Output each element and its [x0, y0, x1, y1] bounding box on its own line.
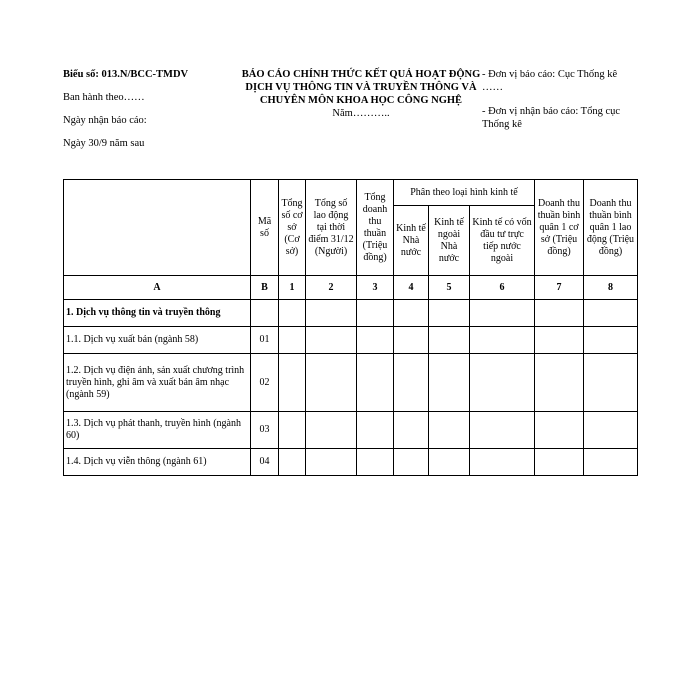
row-label: 1.1. Dịch vụ xuất bản (ngành 58) — [64, 327, 251, 354]
data-cell — [357, 327, 394, 354]
report-title — [232, 68, 490, 120]
column-letter: 1 — [279, 276, 306, 300]
header-code: Mã số — [251, 180, 279, 276]
data-cell — [394, 354, 429, 412]
data-cell — [584, 354, 638, 412]
header-avg-revenue-establishment: Doanh thu thuần bình quân 1 cơ sở (Triệu đồng) — [535, 180, 584, 276]
column-letter: 6 — [470, 276, 535, 300]
row-code — [251, 300, 279, 327]
data-cell — [584, 300, 638, 327]
data-cell — [429, 449, 470, 476]
issued-by: Ban hành theo…… — [63, 92, 145, 103]
data-cell — [306, 327, 357, 354]
table-header-row-1 — [64, 180, 638, 206]
reporting-unit-label: - Đơn vị báo cáo: Cục Thống kê — [482, 69, 618, 80]
header-left — [63, 68, 243, 150]
column-letter: A — [64, 276, 251, 300]
receiving-unit-value: Thống kê — [482, 119, 522, 130]
header-right — [482, 68, 632, 131]
data-cell — [394, 327, 429, 354]
data-cell — [279, 327, 306, 354]
data-cell — [306, 354, 357, 412]
data-cell — [470, 327, 535, 354]
column-letter: 3 — [357, 276, 394, 300]
data-cell — [470, 412, 535, 449]
reporting-unit-value: …… — [482, 82, 503, 93]
data-cell — [470, 354, 535, 412]
data-cell — [394, 449, 429, 476]
data-cell — [470, 300, 535, 327]
data-cell — [357, 300, 394, 327]
data-cell — [429, 412, 470, 449]
row-code: 01 — [251, 327, 279, 354]
data-cell — [584, 412, 638, 449]
data-cell — [470, 449, 535, 476]
header-by-economic-type: Phân theo loại hình kinh tế — [394, 180, 535, 206]
data-cell — [357, 449, 394, 476]
data-cell — [584, 449, 638, 476]
row-code: 04 — [251, 449, 279, 476]
data-cell — [535, 327, 584, 354]
data-cell — [429, 354, 470, 412]
data-cell — [279, 354, 306, 412]
column-letter: 4 — [394, 276, 429, 300]
data-cell — [306, 449, 357, 476]
table-row — [64, 327, 638, 354]
title-line-2: DỊCH VỤ THÔNG TIN VÀ TRUYỀN THÔNG VÀ — [245, 82, 477, 93]
header-establishments: Tổng số cơ sở (Cơ sở) — [279, 180, 306, 276]
data-cell — [279, 412, 306, 449]
header-revenue: Tổng doanh thu thuần (Triệu đồng) — [357, 180, 394, 276]
receive-date: Ngày 30/9 năm sau — [63, 138, 145, 149]
row-code: 03 — [251, 412, 279, 449]
row-label: 1.3. Dịch vụ phát thanh, truyền hình (ngành 60) — [64, 412, 251, 449]
report-year: Năm……….. — [332, 108, 390, 119]
row-label: 1.2. Dịch vụ điện ảnh, sản xuất chương trình truyền hình, ghi âm và xuất bản âm nhạc (ngành 59) — [64, 354, 251, 412]
data-cell — [584, 327, 638, 354]
header-avg-revenue-labor: Doanh thu thuần bình quân 1 lao động (Triệu đồng) — [584, 180, 638, 276]
data-cell — [535, 449, 584, 476]
column-letter: 8 — [584, 276, 638, 300]
data-cell — [357, 354, 394, 412]
data-cell — [535, 412, 584, 449]
data-cell — [535, 300, 584, 327]
column-letter: 7 — [535, 276, 584, 300]
title-line-1: BÁO CÁO CHÍNH THỨC KẾT QUẢ HOẠT ĐỘNG — [241, 69, 481, 80]
receive-date-label: Ngày nhận báo cáo: — [63, 115, 147, 126]
table-row — [64, 300, 638, 327]
data-cell — [279, 300, 306, 327]
table-row — [64, 354, 638, 412]
header-state: Kinh tế Nhà nước — [394, 206, 429, 276]
column-letter: 2 — [306, 276, 357, 300]
data-cell — [535, 354, 584, 412]
form-code: Biểu số: 013.N/BCC-TMDV — [63, 69, 189, 80]
header-non-state: Kinh tế ngoài Nhà nước — [429, 206, 470, 276]
header-fdi: Kinh tế có vốn đầu tư trực tiếp nước ngoài — [470, 206, 535, 276]
data-cell — [394, 300, 429, 327]
data-cell — [429, 327, 470, 354]
column-letter: B — [251, 276, 279, 300]
data-cell — [394, 412, 429, 449]
table-row — [64, 449, 638, 476]
row-label: 1.4. Dịch vụ viễn thông (ngành 61) — [64, 449, 251, 476]
row-code: 02 — [251, 354, 279, 412]
header-description-cell — [64, 180, 251, 276]
title-line-3: CHUYÊN MÔN KHOA HỌC CÔNG NGHỆ — [259, 95, 463, 106]
column-letter: 5 — [429, 276, 470, 300]
data-cell — [279, 449, 306, 476]
data-cell — [306, 300, 357, 327]
column-letter-row — [64, 276, 638, 300]
data-cell — [306, 412, 357, 449]
data-cell — [429, 300, 470, 327]
data-cell — [357, 412, 394, 449]
header-labor: Tổng số lao động tại thời điểm 31/12 (Người) — [306, 180, 357, 276]
report-table — [63, 179, 638, 476]
receiving-unit-label: - Đơn vị nhận báo cáo: Tổng cục — [482, 106, 621, 117]
row-label: 1. Dịch vụ thông tin và truyền thông — [64, 300, 251, 327]
table-row — [64, 412, 638, 449]
